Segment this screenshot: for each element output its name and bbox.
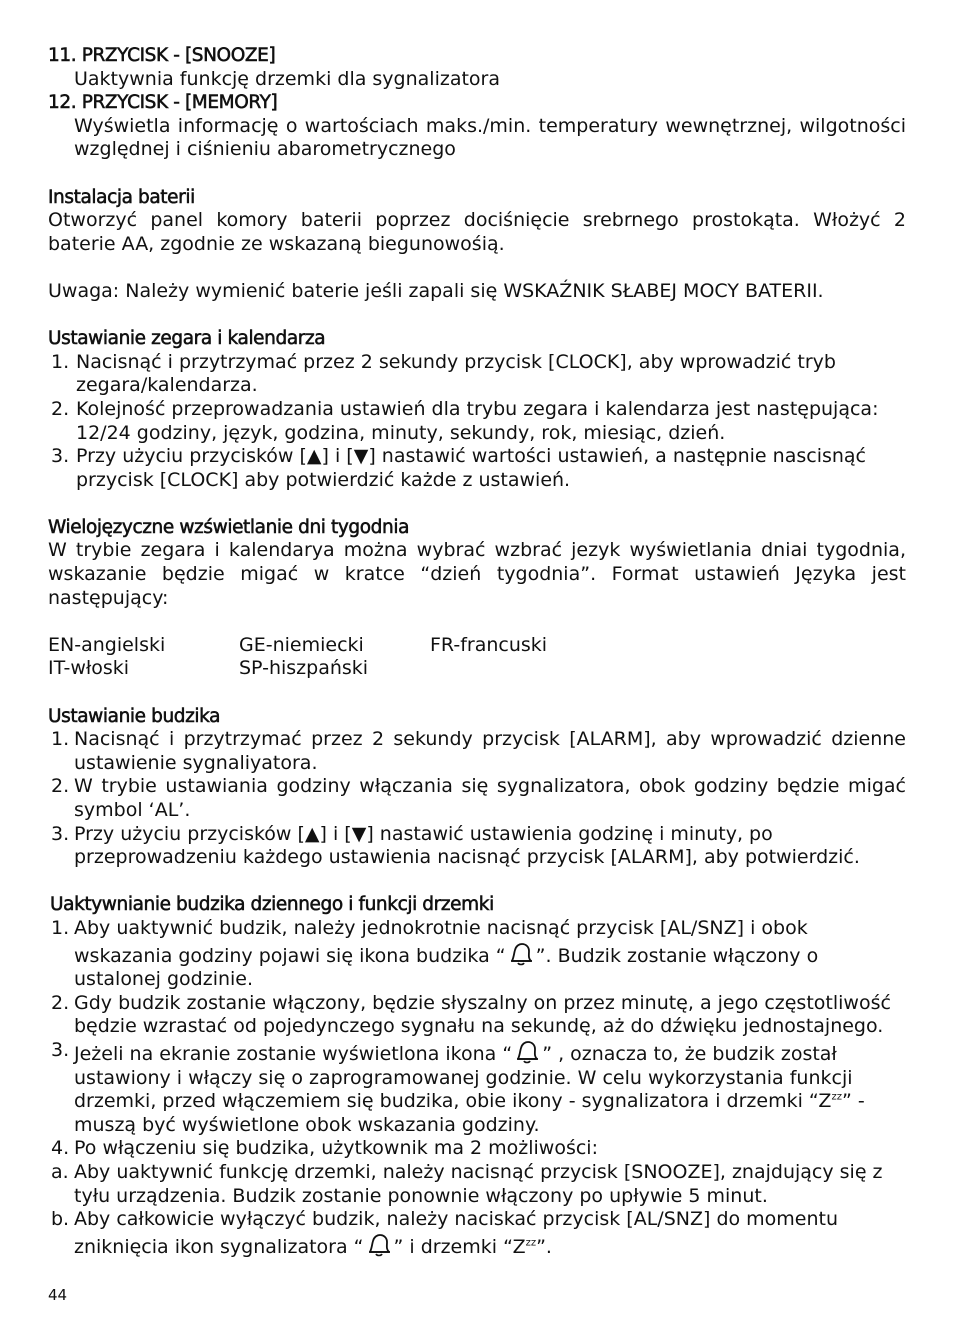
language-text: W trybie zegara i kalendarya można wybrać wzbrać jezyk wyświetlania dniai tygodnia, wskazanie będzie migać w kratce “dzień tygodnia”. Format ustawień Języka jest następujący: — [48, 539, 906, 609]
bell-icon — [506, 941, 536, 967]
clock-heading: Ustawianie zegara i kalendarza — [48, 328, 326, 350]
battery-text: Otworzyć panel komory baterii poprzez dociśnięcie srebrnego prostokąta. Włożyć 2 baterie AA, zgodnie ze wskazaną biegunowośią. — [48, 209, 906, 255]
list-item: b. Aby całkowicie wyłączyć budzik, należy naciskać przycisk [AL/SNZ] do momentu zniknięcia ikon sygnalizatora “ ” i drzemki “$Z^{zz}$”. — [51, 1208, 839, 1258]
list-item: 3. Jeżeli na ekranie zostanie wyświetlona ikona “ ” , oznacza to, że budzik został ustawiony i włączy się o zaprogramowanej godzinie. W celu wykorzystania funkcji drzemki, przed włączemiem się budzika, obie ikony - sygnalizatora i drzemki “$Z^{zz}$” - muszą być wyświetlone obok wskazania godziny. — [51, 1038, 865, 1136]
battery-heading: Instalacja baterii — [48, 186, 195, 208]
battery-note: Uwaga: Należy wymienić baterie jeśli zapali się WSKAŹNIK SŁABEJ MOCY BATERII. — [48, 279, 824, 302]
list-item: 2. W trybie ustawiania godziny włączania się sygnalizatora, obok godziny będzie migać symbol ‘AL’. — [51, 775, 906, 821]
section-11-text: Uaktywnia funkcję drzemki dla sygnalizatora — [74, 67, 500, 90]
language-row-2: IT-włoski SP-hiszpański — [48, 657, 369, 680]
list-item: 3. Przy użyciu przycisków [▲] i [▼] nastawić wartości ustawień, a następnie nascisnąć przycisk [CLOCK] aby potwierdzić każde z ustawień. — [51, 445, 867, 491]
section-12-heading: 12. PRZYCISK - [MEMORY] — [48, 92, 278, 114]
alarm-heading: Ustawianie budzika — [48, 705, 221, 727]
language-heading: Wielojęzyczne wzświetlanie dni tygodnia — [48, 516, 410, 538]
list-item: 1. Aby uaktywnić budzik, należy jednokrotnie nacisnąć przycisk [AL/SNZ] i obok wskazania godziny pojawi się ikona budzika “ ”. Budzik zostanie włączony o ustalonej godzinie. — [51, 916, 819, 991]
list-item: 2. Kolejność przeprowadzania ustawień dla trybu zegara i kalendarza jest następująca: 12/24 godziny, język, godzina, minuty, sekundy, rok, miesiąc, dzień. — [51, 397, 879, 444]
list-item: 4. Po włączeniu się budzika, użytkownik ma 2 możliwości: — [51, 1137, 598, 1160]
section-12-text: Wyświetla informację o wartościach maks./min. temperatury wewnętrznej, wilgotności względnej i ciśnieniu abarometrycznego — [74, 114, 906, 161]
list-item: 2. Gdy budzik zostanie włączony, będzie słyszalny on przez minutę, a jego częstotliwość będzie wzrastać od pojedynczego sygnału na sekundę, aż do dźwięku jednostajnego. — [51, 991, 891, 1038]
language-row-1: EN-angielski GE-niemiecki FR-francuski — [48, 633, 548, 656]
section-11-heading: 11. PRZYCISK - [SNOOZE] — [48, 45, 276, 66]
bell-icon — [364, 1232, 394, 1258]
manual-page — [48, 44, 906, 1259]
bell-icon — [512, 1039, 542, 1065]
list-item: 1. Nacisnąć i przytrzymać przez 2 sekundy przycisk [CLOCK], aby wprowadzić tryb zegara/kalendarza. — [51, 350, 836, 397]
list-item: 3. Przy użyciu przycisków [▲] i [▼] nastawić ustawienia godzinę i minuty, po przeprowadzeniu każdego ustawienia nacisnąć przycisk [ALARM], aby potwierdzić. — [51, 822, 860, 869]
list-item: a. Aby uaktywnić funkcję drzemki, należy nacisnąć przycisk [SNOOZE], znajdujący się z tyłu urządzenia. Budzik zostanie ponownie włączony po upływie 5 minut. — [51, 1160, 883, 1207]
list-item: 1. Nacisnąć i przytrzymać przez 2 sekundy przycisk [ALARM], aby wprowadzić dzienne ustawienie sygnaliyatora. — [51, 728, 906, 774]
snooze-heading: Uaktywnianie budzika dziennego i funkcji drzemki — [50, 894, 494, 916]
page-number: 44 — [48, 1286, 68, 1304]
